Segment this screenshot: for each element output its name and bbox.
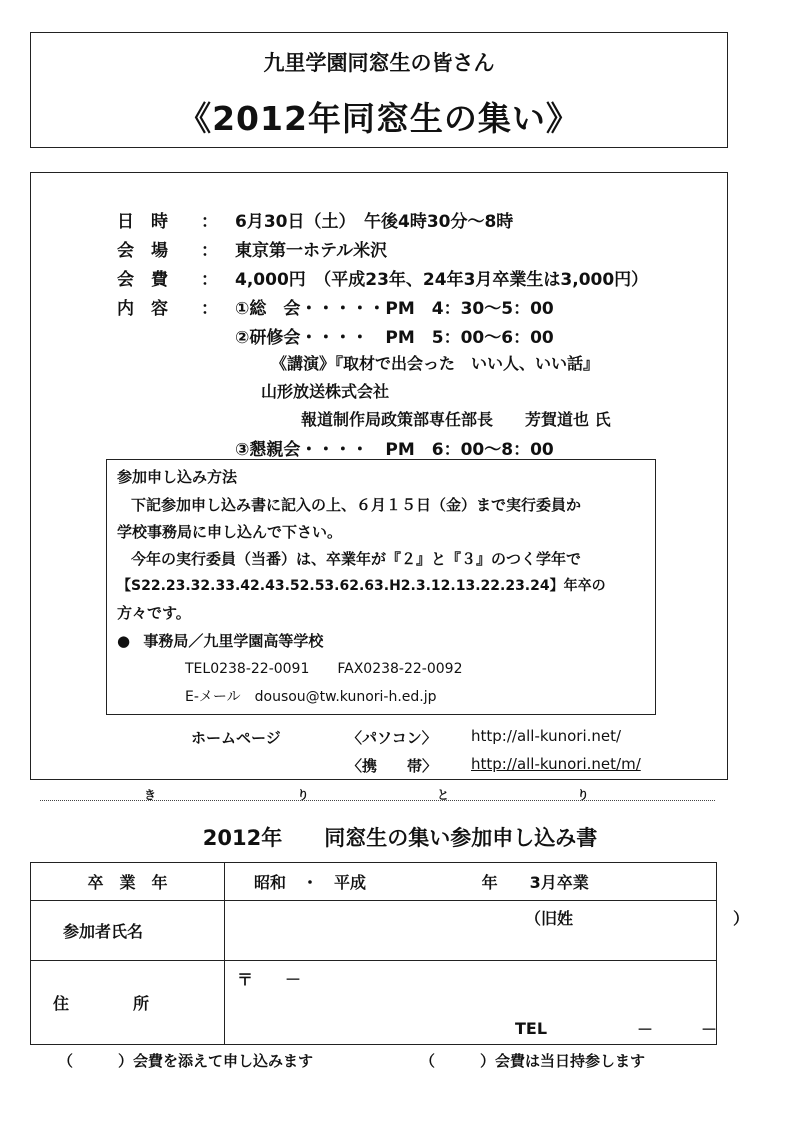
venue-value: 東京第一ホテル米沢	[235, 241, 388, 261]
method-line: 学校事務局に申し込んで下さい。	[117, 523, 343, 541]
cut-line	[40, 800, 715, 801]
method-line: 今年の実行委員（当番）は、卒業年が『２』と『３』のつく学年で	[131, 550, 582, 568]
year-era: 昭和 ・ 平成	[254, 873, 367, 892]
address-label: 住 所	[31, 961, 225, 1045]
year-field[interactable]	[225, 863, 717, 901]
application-form	[30, 862, 750, 1045]
date-label: 日 時	[117, 212, 168, 232]
program-item: ①総 会・・・・・PM 4：30～5：00	[235, 299, 554, 319]
cut-mark: り	[297, 788, 310, 802]
email: E-メール dousou@tw.kunori-h.ed.jp	[185, 689, 437, 705]
venue-label: 会 場	[117, 241, 168, 261]
header-box	[30, 32, 728, 148]
form-row-address	[31, 961, 717, 1045]
name-field[interactable]	[225, 901, 750, 961]
year-suffix: 年 3月卒業	[481, 873, 589, 892]
cut-mark: り	[577, 788, 590, 802]
homepage-pc-url[interactable]: http://all-kunori.net/	[471, 727, 622, 745]
address-field[interactable]	[225, 961, 717, 1045]
tel-dash: － －	[637, 1020, 718, 1039]
method-line: 【S22.23.32.33.42.43.52.53.62.63.H2.3.12.13.22.23.24】年卒の	[117, 578, 606, 594]
program-item: 報道制作局政策部専任部長 芳賀道也 氏	[301, 410, 611, 429]
homepage-mobile-label: 〈携 帯〉	[347, 757, 438, 775]
content-row: 内 容 ： ①総 会・・・・・PM 4：30～5：00	[117, 294, 554, 319]
office-name: 事務局／九里学園高等学校	[143, 632, 324, 650]
header-subtitle: 九里学園同窓生の皆さん	[263, 51, 495, 75]
program-item: 山形放送株式会社	[261, 382, 390, 401]
homepage-pc-label: 〈パソコン〉	[347, 729, 437, 747]
cut-mark: き	[144, 788, 157, 802]
option-fee-on-site[interactable]: （ ）会費は当日持参します	[420, 1052, 646, 1070]
office-row	[117, 630, 323, 651]
bullet-icon: ●	[117, 632, 131, 650]
method-line: 下記参加申し込み書に記入の上、６月１５日（金）まで実行委員か	[131, 496, 582, 514]
content-label: 内 容	[117, 299, 168, 319]
option-fee-attached[interactable]: （ ）会費を添えて申し込みます	[58, 1052, 314, 1070]
event-info-box	[30, 172, 728, 780]
old-name-close: ）	[733, 909, 750, 928]
postal-mark: 〒 －	[237, 970, 302, 989]
program-item: ③懇親会・・・・ PM 6：00～8：00	[235, 440, 554, 460]
form-title: 2012年 同窓生の集い参加申し込み書	[202, 826, 598, 850]
tel-fax: TEL0238-22-0091 FAX0238-22-0092	[185, 661, 463, 677]
year-label: 卒 業 年	[31, 863, 225, 901]
method-line: 方々です。	[117, 604, 191, 622]
program-item: ②研修会・・・・ PM 5：00～6：00	[235, 328, 554, 348]
date-row: 日 時 ： 6月30日（土） 午後4時30分～8時	[117, 207, 513, 232]
application-method-box	[106, 459, 656, 715]
venue-row: 会 場 ： 東京第一ホテル米沢	[117, 236, 387, 261]
fee-row: 会 費 ： 4,000円 （平成23年、24年3月卒業生は3,000円）	[117, 265, 648, 290]
form-row-year	[31, 863, 717, 901]
header-title: 《2012年同窓生の集い》	[178, 99, 580, 138]
program-item: 《講演》『取材で出会った いい人、いい話』	[271, 354, 600, 373]
date-value: 6月30日（土） 午後4時30分～8時	[235, 212, 514, 232]
homepage-mobile-url[interactable]: http://all-kunori.net/m/	[471, 755, 641, 773]
form-row-name	[31, 901, 717, 961]
method-heading: 参加申し込み方法	[117, 468, 238, 486]
fee-value: 4,000円 （平成23年、24年3月卒業生は3,000円）	[235, 270, 649, 290]
cut-mark: と	[437, 788, 450, 802]
name-label: 参加者氏名	[31, 901, 225, 961]
fee-label: 会 費	[117, 270, 168, 290]
tel-label: TEL	[515, 1019, 548, 1038]
homepage-label: ホームページ	[191, 729, 281, 747]
old-name: （旧姓	[525, 909, 574, 928]
